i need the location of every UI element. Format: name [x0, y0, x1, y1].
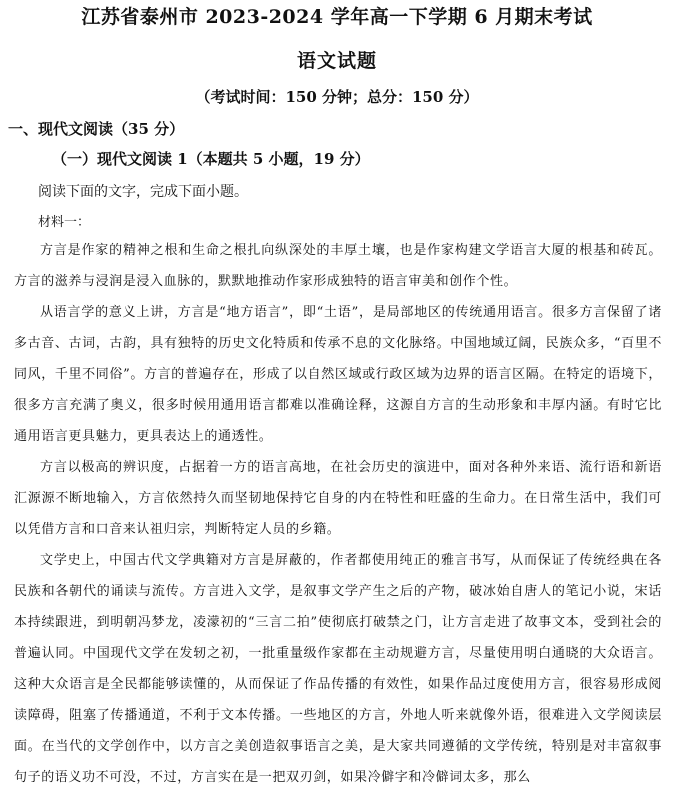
- passage-paragraph: 从语言学的意义上讲，方言是“地方语言”，即“土语”，是局部地区的传统通用语言。很多方言保留了诸多古音、古词，古韵，具有独特的历史文化特质和传承不息的文化脉络。中国地域辽阔，民族众多，“百里不同风，千里不同俗”。方言的普遍存在，形成了以自然区域或行政区域为边界的语言区隔。在特定的语境下，很多方言充满了奥义，很多时候用通用语言都难以准确诠释，这源自方言的生动形象和丰厚内涵。有时它比通用语言更具魅力，更具表达上的通透性。: [14, 305, 662, 444]
- subsection-heading: （一）现代文阅读 1（本题共 5 小题，19 分）: [52, 150, 370, 168]
- exam-subtitle: 语文试题: [296, 50, 377, 72]
- reading-passage: [14, 235, 662, 793]
- section-heading: 一、现代文阅读（35 分）: [8, 120, 185, 138]
- passage-paragraph: 方言是作家的精神之根和生命之根扎向纵深处的丰厚土壤，也是作家构建文学语言大厦的根基和砖瓦。方言的滋养与浸润是浸入血脉的，默默地推动作家形成独特的语言审美和创作个性。: [14, 243, 662, 289]
- exam-time-info: （考试时间：150 分钟；总分：150 分）: [195, 88, 479, 106]
- passage-paragraph: 文学史上，中国古代文学典籍对方言是屏蔽的，作者都使用纯正的雅言书写，从而保证了传统经典在各民族和各朝代的诵读与流传。方言进入文学，是叙事文学产生之后的产物，破冰始自唐人的笔记小说，宋话本持续跟进，到明朝冯梦龙，凌濛初的“三言二拍”使彻底打破禁之门，让方言走进了故事文本，受到社会的普遍认同。中国现代文学在发轫之初，一批重量级作家都在主动规避方言，尽量使用明白通晓的大众语言。这种大众语言是全民都能够读懂的，从而保证了作品传播的有效性，如果作品过度使用方言，很容易形成阅读障碍，阻塞了传播通道，不利于文本传播。一些地区的方言，外地人听来就像外语，很难进入文学阅读层面。在当代的文学创作中，以方言之美创造叙事语言之美，是大家共同遵循的文学传统，特别是对丰富叙事句子的语义功不可没，不过，方言实在是一把双刃剑，如果冷僻字和冷僻词太多，那么: [14, 553, 662, 785]
- reading-instruction: 阅读下面的文字，完成下面小题。: [38, 184, 248, 200]
- material-label: 材料一：: [38, 215, 91, 230]
- exam-title: 江苏省泰州市 2023-2024 学年高一下学期 6 月期末考试: [81, 6, 593, 28]
- passage-paragraph: 方言以极高的辨识度，占据着一方的语言高地，在社会历史的演进中，面对各种外来语、流行语和新语汇源源不断地输入，方言依然持久而坚韧地保持它自身的内在特性和旺盛的生命力。在日常生活中，我们可以凭借方言和口音来认祖归宗，判断特定人员的乡籍。: [14, 460, 662, 537]
